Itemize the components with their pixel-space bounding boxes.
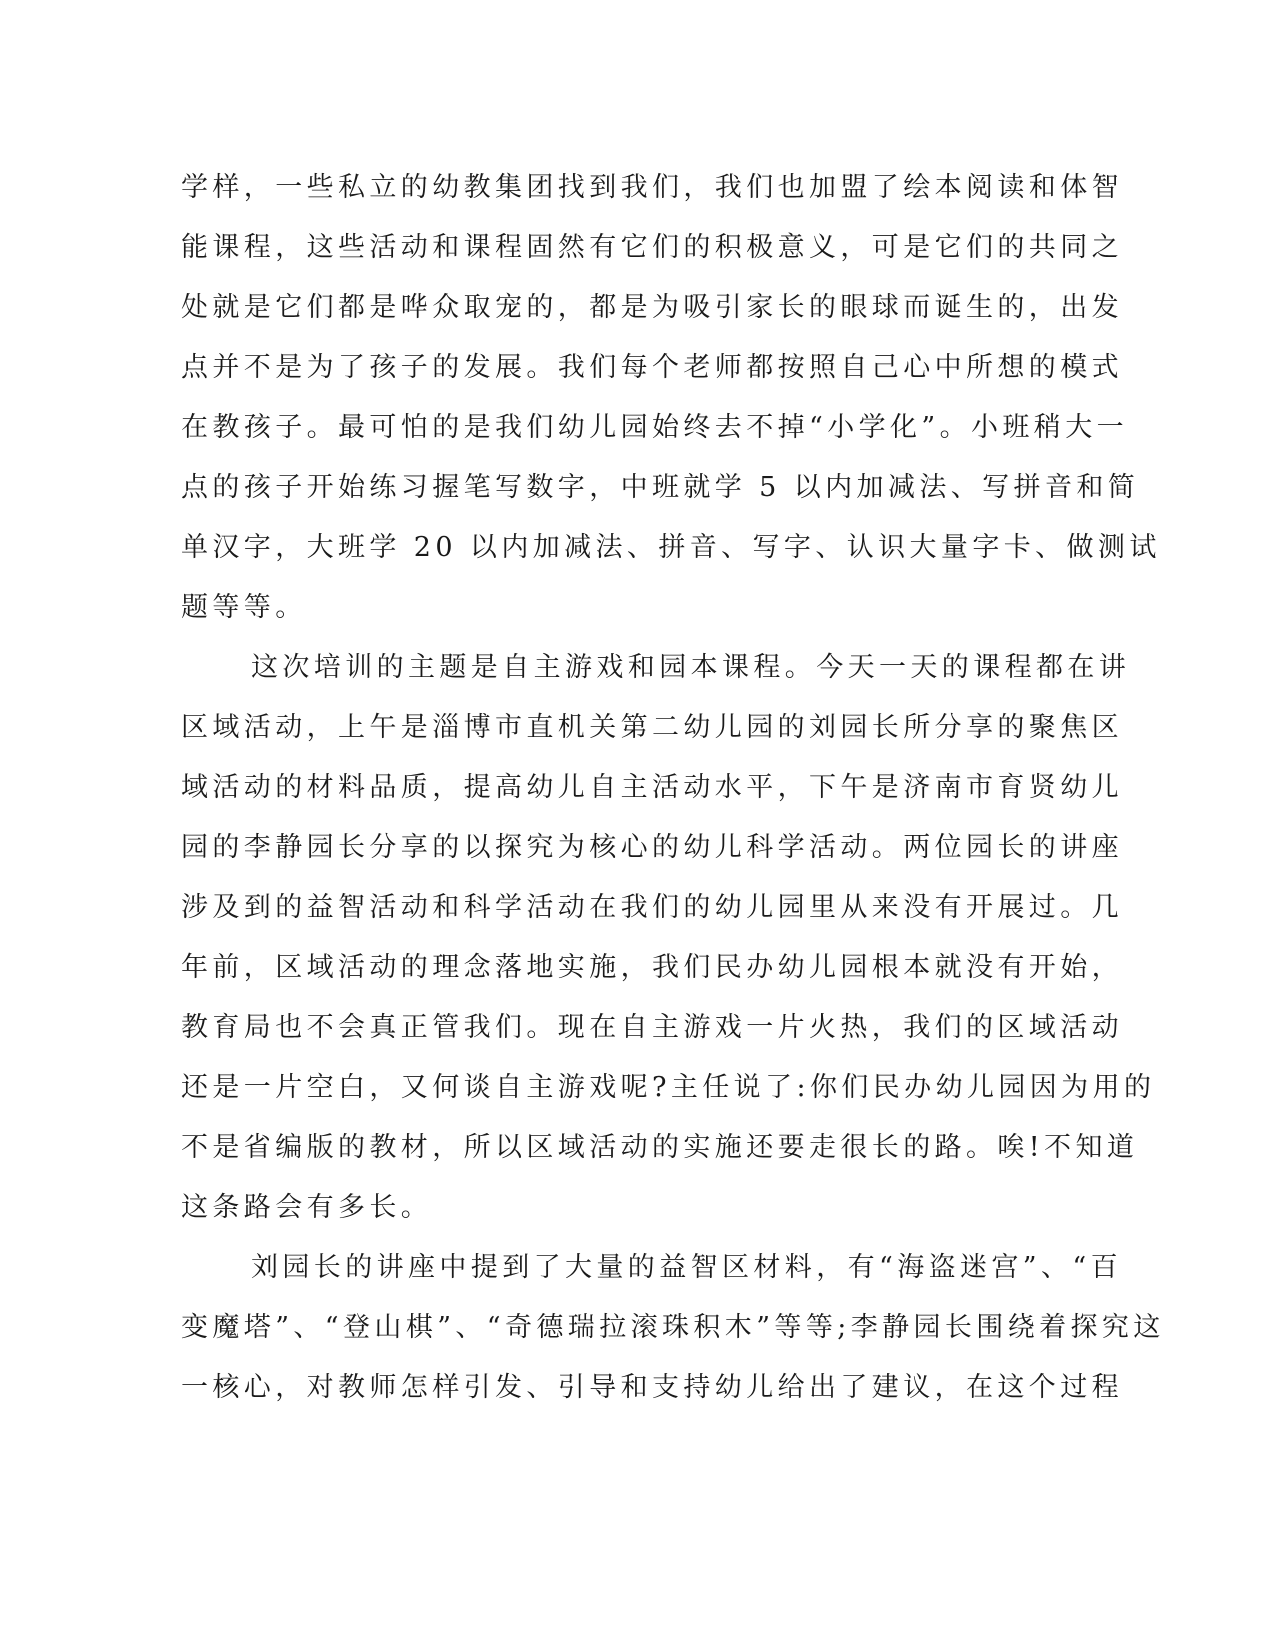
text-line: 能课程，这些活动和课程固然有它们的积极意义，可是它们的共同之	[181, 232, 1123, 263]
text-line: 单汉字，大班学 20 以内加减法、拼音、写字、认识大量字卡、做测试	[181, 532, 1161, 563]
text-line: 域活动的材料品质，提高幼儿自主活动水平，下午是济南市育贤幼儿	[181, 772, 1123, 803]
text-line: 处就是它们都是哗众取宠的，都是为吸引家长的眼球而诞生的，出发	[181, 292, 1123, 323]
text-line: 园的李静园长分享的以探究为核心的幼儿科学活动。两位园长的讲座	[181, 832, 1123, 863]
text-line: 题等等。	[181, 592, 307, 623]
body-text	[181, 158, 1165, 1418]
text-line: 学样，一些私立的幼教集团找到我们，我们也加盟了绘本阅读和体智	[181, 172, 1123, 203]
text-line: 一核心，对教师怎样引发、引导和支持幼儿给出了建议，在这个过程	[181, 1372, 1123, 1403]
text-line: 年前，区域活动的理念落地实施，我们民办幼儿园根本就没有开始，	[181, 952, 1123, 983]
text-line: 点的孩子开始练习握笔写数字，中班就学 5 以内加减法、写拼音和简	[181, 472, 1140, 503]
text-line: 变魔塔”、“登山棋”、“奇德瑞拉滚珠积木”等等;李静园长围绕着探究这	[181, 1312, 1165, 1343]
text-line: 点并不是为了孩子的发展。我们每个老师都按照自己心中所想的模式	[181, 352, 1123, 383]
paragraph-first-line: 刘园长的讲座中提到了大量的益智区材料，有“海盗迷宫”、“百	[251, 1252, 1123, 1283]
text-line: 不是省编版的教材，所以区域活动的实施还要走很长的路。唉!不知道	[181, 1132, 1139, 1163]
text-line: 教育局也不会真正管我们。现在自主游戏一片火热，我们的区域活动	[181, 1012, 1123, 1043]
text-line: 这条路会有多长。	[181, 1192, 433, 1223]
text-line: 在教孩子。最可怕的是我们幼儿园始终去不掉“小学化”。小班稍大一	[181, 412, 1129, 443]
text-line: 涉及到的益智活动和科学活动在我们的幼儿园里从来没有开展过。几	[181, 892, 1123, 923]
paragraph-first-line: 这次培训的主题是自主游戏和园本课程。今天一天的课程都在讲	[251, 652, 1131, 683]
text-line: 区域活动，上午是淄博市直机关第二幼儿园的刘园长所分享的聚焦区	[181, 712, 1123, 743]
text-line: 还是一片空白，又何谈自主游戏呢?主任说了:你们民办幼儿园因为用的	[181, 1072, 1156, 1103]
